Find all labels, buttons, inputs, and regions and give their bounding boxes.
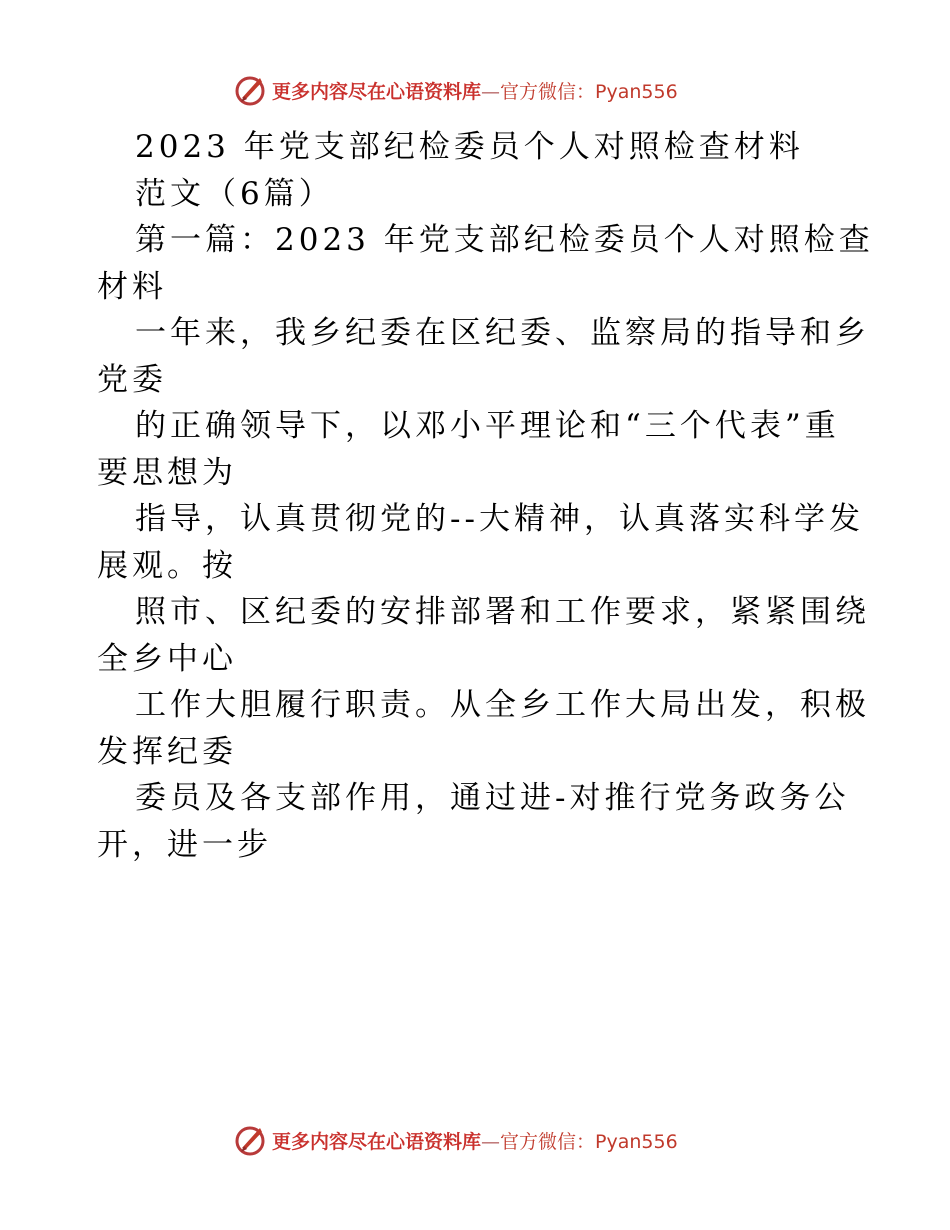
text-line: 工作大胆履行职责。从全乡工作大局出发，积极 — [135, 687, 870, 723]
text-line: 委员及各支部作用，通过进-对推行党务政务公 — [135, 780, 850, 816]
text-line: 材料 — [97, 268, 167, 305]
text-line: 要思想为 — [97, 454, 237, 491]
header-banner — [232, 70, 732, 110]
text-line: 2023 年党支部纪检委员个人对照检查材料 — [135, 129, 804, 165]
quill-logo-icon — [232, 72, 268, 108]
banner-dash: — — [481, 80, 501, 103]
banner-wechat-id: Pyan556 — [595, 1130, 678, 1153]
text-line: 指导，认真贯彻党的--大精神，认真落实科学发 — [135, 501, 864, 537]
text-line: 照市、区纪委的安排部署和工作要求，紧紧围绕 — [135, 594, 870, 630]
banner-wechat-id: Pyan556 — [595, 80, 678, 103]
text-line: 一年来，我乡纪委在区纪委、监察局的指导和乡 — [135, 315, 870, 351]
footer-banner — [232, 1120, 732, 1160]
document-body — [97, 124, 874, 868]
banner-text — [272, 77, 678, 104]
text-line: 展观。按 — [97, 547, 237, 584]
banner-site-text: 更多内容尽在心语资料库 — [272, 80, 482, 103]
quill-logo-icon — [232, 1122, 268, 1158]
banner-dash: — — [481, 1130, 501, 1153]
text-line: 发挥纪委 — [97, 733, 237, 770]
text-line: 范文（6篇） — [135, 175, 334, 212]
banner-wechat-label: 官方微信： — [500, 80, 596, 103]
banner-text — [272, 1127, 678, 1154]
banner-site-text: 更多内容尽在心语资料库 — [272, 1130, 482, 1153]
text-line: 第一篇：2023 年党支部纪检委员个人对照检查 — [135, 222, 874, 258]
text-line: 的正确领导下，以邓小平理论和“三个代表”重 — [135, 408, 840, 444]
text-line: 党委 — [97, 361, 167, 398]
text-line: 开，进一步 — [97, 826, 272, 863]
text-line: 全乡中心 — [97, 640, 237, 677]
banner-wechat-label: 官方微信： — [500, 1130, 596, 1153]
